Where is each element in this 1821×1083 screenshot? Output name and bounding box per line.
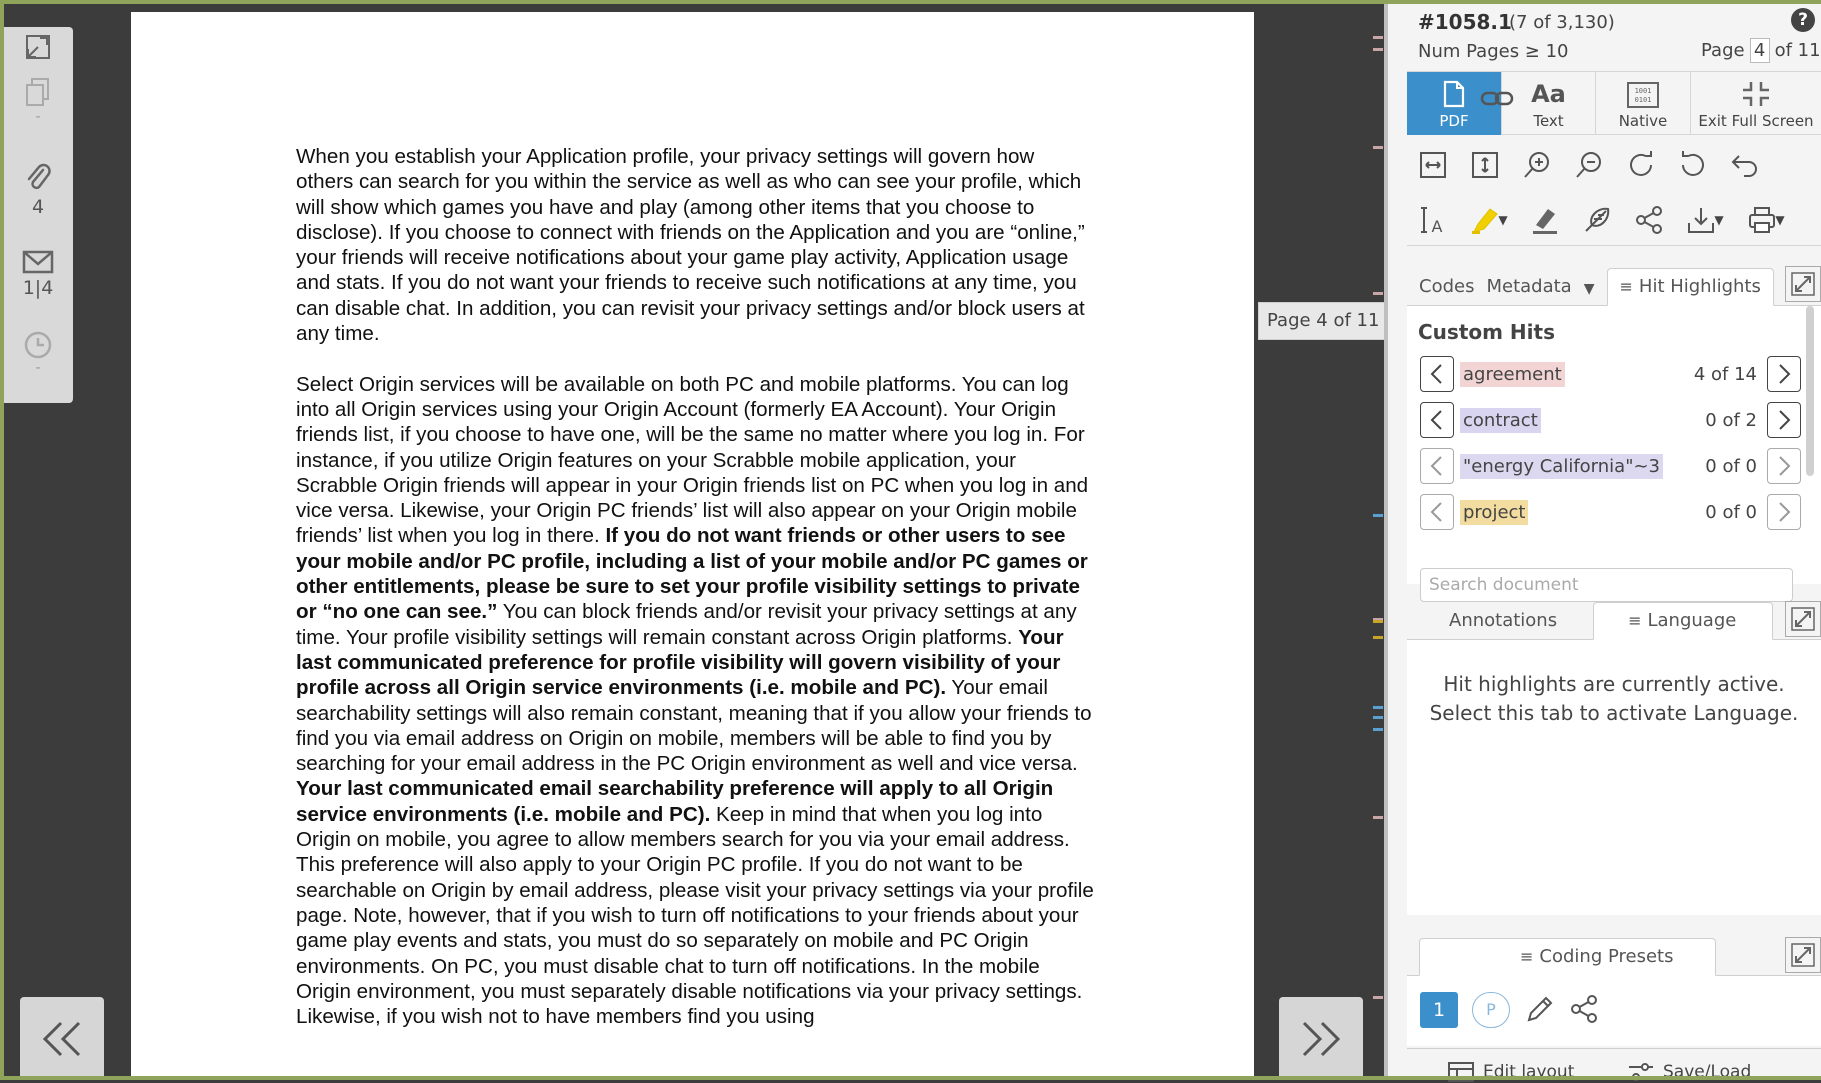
undo-button[interactable] (1719, 143, 1771, 187)
coding-presets-panel (1407, 976, 1821, 1046)
fit-width-icon (1419, 151, 1447, 179)
hit-prev-button[interactable] (1420, 448, 1454, 484)
chevron-right-icon (1776, 409, 1792, 431)
tab-coding-presets-label: Coding Presets (1539, 946, 1674, 967)
sliders-icon (1627, 1061, 1655, 1083)
hit-marker[interactable] (1373, 48, 1383, 51)
print-button[interactable] (1735, 198, 1797, 242)
hamburger-icon: ≡ (1619, 277, 1633, 296)
copies-dash: - (35, 109, 41, 125)
top-tabs (1407, 268, 1821, 306)
exit-full-screen-label: Exit Full Screen (1698, 112, 1814, 130)
hit-row (1420, 494, 1815, 532)
view-mode-bar (1407, 71, 1821, 135)
previous-document-button[interactable] (20, 997, 104, 1080)
middle-tabs (1407, 598, 1821, 640)
binary-file-icon (1627, 82, 1659, 108)
bold-text-segment: Your last communicated preference for profile visibility will govern visibility of your profile across all Origin service environments (i.e. mobile and PC). (296, 625, 1064, 700)
page-control (1701, 38, 1821, 63)
download-icon (1686, 205, 1716, 235)
share-icon (1634, 205, 1664, 235)
text-cursor-icon (1418, 205, 1448, 235)
marker-icon (1530, 205, 1560, 235)
view-text-label: Text (1533, 112, 1564, 130)
paperclip-icon (24, 162, 52, 194)
text-select-button[interactable] (1407, 198, 1459, 242)
panel-footer (1407, 1048, 1821, 1080)
hit-term[interactable]: "energy California"~3 (1460, 454, 1663, 479)
document-header (1388, 0, 1821, 70)
document-page (131, 12, 1254, 1080)
tab-language[interactable] (1593, 602, 1773, 640)
popout-button[interactable] (3, 33, 73, 61)
language-message-line-2: Select this tab to activate Language. (1429, 701, 1799, 725)
svg-text:0101: 0101 (1634, 96, 1652, 104)
share-icon (1569, 994, 1599, 1024)
hit-marker[interactable] (1373, 996, 1383, 999)
exit-full-screen-button[interactable] (1691, 72, 1821, 135)
share-button[interactable] (1623, 198, 1675, 242)
expand-language-button[interactable] (1785, 601, 1821, 637)
undo-icon (1730, 152, 1760, 178)
popout-icon (24, 33, 52, 61)
hit-prev-button[interactable] (1420, 494, 1454, 530)
bold-text-segment: Your last communicated email searchability preference will apply to all Origin service environments (i.e. mobile and PC). (296, 777, 1054, 826)
rotate-counterclockwise-icon (1678, 150, 1708, 180)
hamburger-icon: ≡ (1520, 947, 1534, 966)
download-button[interactable] (1675, 198, 1735, 242)
hit-count: 0 of 0 (1705, 456, 1757, 477)
feather-pen-icon (1582, 205, 1612, 235)
hit-marker[interactable] (1373, 636, 1383, 639)
hit-count: 0 of 0 (1705, 502, 1757, 523)
document-position: (7 of 3,130) (1509, 12, 1615, 33)
custom-hits-title: Custom Hits (1418, 320, 1555, 344)
expand-presets-button[interactable] (1785, 937, 1821, 973)
save-load-button[interactable] (1627, 1061, 1751, 1083)
copies-button[interactable] (3, 77, 73, 125)
emails-button[interactable] (3, 249, 73, 299)
text-segment: Your email searchability settings will also remain constant, meaning that if you allow your friends to find you via email address on Origin on mobile, members will be able to find you by searching for your email address in the PC Origin environment as well and vice versa. (296, 676, 1092, 776)
search-document-input[interactable]: Search document (1420, 568, 1793, 602)
highlighter-button[interactable] (1459, 198, 1519, 242)
hit-marker[interactable] (1373, 620, 1383, 623)
help-icon[interactable]: ? (1791, 8, 1815, 32)
text-segment: When you establish your Application profile, your privacy settings will govern how others can search for you within the service as well as who can see your profile, which will show which games you have and play (among other items that you choose to disclose). If you choose to connect with friends on the Application and you are “online,” your friends will receive notifications about your game play activity, Application usage and stats. If you do not want your friends to receive such notifications at any time, you can disable chat. In addition, you can revisit your privacy settings and/or block users at any time. (296, 145, 1085, 346)
hit-prev-button[interactable] (1420, 402, 1454, 438)
hit-count: 0 of 2 (1705, 410, 1757, 431)
zoom-out-icon (1574, 150, 1604, 180)
chevron-right-icon (1776, 363, 1792, 385)
fit-height-button[interactable] (1459, 143, 1511, 187)
expand-icon (1791, 943, 1815, 967)
annotate-button[interactable] (1571, 198, 1623, 242)
expand-hits-button[interactable] (1785, 266, 1821, 302)
preset-1-button[interactable]: 1 (1420, 992, 1458, 1028)
page-total: of 11 (1774, 40, 1821, 61)
clock-icon (23, 330, 53, 360)
bottom-tabs (1407, 930, 1821, 976)
hit-marker[interactable] (1373, 514, 1383, 517)
printer-icon (1747, 205, 1777, 235)
expand-icon (1791, 272, 1815, 296)
collapse-icon (1741, 80, 1771, 108)
rotate-clockwise-icon (1626, 150, 1656, 180)
page-label: Page (1701, 40, 1745, 61)
text-segment: Select Origin services will be available on both PC and mobile platforms. You can log into all Origin services using your Origin Account (formerly EA Account). Your Origin friends list, if you choose to have one, will be the same no matter where you log in. For instance, if you utilize Origin features on your Scrabble mobile application, your Scrabble Origin friends will appear in your Origin friends list on PC when you log in and vice versa. Likewise, your Origin PC friends’ list will also appear on your Origin mobile friends’ list when you log in there. (296, 372, 1089, 548)
edit-layout-button[interactable] (1447, 1061, 1574, 1083)
page-tooltip: Page 4 of 11 (1258, 302, 1388, 340)
envelope-icon (22, 249, 54, 275)
next-document-button[interactable] (1279, 997, 1363, 1080)
right-panel (1384, 0, 1821, 1080)
pdf-file-icon (1443, 80, 1465, 108)
fit-width-button[interactable] (1407, 143, 1459, 187)
tabs-overflow-caret-icon[interactable]: ▼ (1583, 281, 1595, 297)
save-load-label: Save/Load (1663, 1062, 1752, 1082)
attachments-count: 4 (31, 196, 45, 218)
rotate-clockwise-button[interactable] (1615, 143, 1667, 187)
chevron-left-icon (1429, 501, 1445, 523)
hamburger-icon: ≡ (1628, 611, 1642, 630)
language-message-line-1: Hit highlights are currently active. (1443, 672, 1785, 696)
hit-term[interactable]: project (1460, 500, 1528, 525)
view-pdf-label: PDF (1439, 112, 1469, 130)
tab-hit-highlights-label: Hit Highlights (1638, 276, 1761, 297)
view-native-button[interactable] (1596, 72, 1691, 135)
share-preset-button[interactable] (1569, 994, 1599, 1028)
hit-row (1420, 448, 1815, 486)
hit-next-button[interactable] (1767, 494, 1801, 530)
hit-marker[interactable] (1373, 816, 1383, 819)
hit-marker[interactable] (1373, 728, 1383, 731)
hit-prev-button[interactable] (1420, 356, 1454, 392)
highlighter-icon (1470, 205, 1500, 235)
tab-annotations[interactable]: Annotations (1449, 610, 1558, 631)
zoom-in-button[interactable] (1511, 143, 1563, 187)
pencil-icon (1525, 994, 1555, 1024)
preset-p-button[interactable]: P (1472, 992, 1510, 1028)
tab-hit-highlights[interactable] (1607, 268, 1774, 306)
copies-icon (24, 77, 52, 109)
svg-text:A: A (1431, 216, 1443, 236)
double-chevron-right-icon (1296, 1019, 1346, 1059)
left-tool-strip (3, 27, 73, 403)
num-pages-filter: Num Pages ≥ 10 (1418, 41, 1569, 62)
toolbar-row-2 (1407, 198, 1821, 246)
history-dash: - (35, 360, 41, 376)
hit-count: 4 of 14 (1693, 364, 1757, 385)
download-caret-icon[interactable]: ▼ (1714, 212, 1724, 227)
chevron-right-icon (1776, 501, 1792, 523)
hit-marker-track[interactable] (1372, 0, 1384, 1080)
hit-row (1420, 356, 1815, 394)
hit-marker[interactable] (1373, 292, 1383, 295)
document-paragraph (296, 372, 1096, 1030)
hit-term[interactable]: agreement (1460, 362, 1565, 387)
tab-codes[interactable]: Codes (1419, 276, 1475, 297)
hit-marker[interactable] (1373, 36, 1383, 39)
bold-text-segment: If you do not want friends or other users to see your mobile and/or PC profile, including a list of your mobile and/or PC games or other entitlements, please be sure to set your profile visibility settings to private or “no one can see.” (296, 524, 1088, 624)
hit-marker[interactable] (1373, 716, 1383, 719)
chevron-right-icon (1776, 455, 1792, 477)
print-caret-icon[interactable]: ▼ (1775, 212, 1785, 227)
page-number-input[interactable]: 4 (1750, 38, 1770, 63)
chevron-left-icon (1429, 455, 1445, 477)
history-button[interactable] (3, 330, 73, 376)
double-chevron-left-icon (37, 1019, 87, 1059)
tab-coding-presets[interactable] (1419, 938, 1716, 976)
emails-count: 1|4 (22, 277, 54, 299)
redaction-button[interactable] (1519, 198, 1571, 242)
text-segment: You can block friends and/or revisit your privacy settings at any time. Your profile visibility settings will remain constant across Origin platforms. (296, 600, 1077, 649)
tab-metadata[interactable]: Metadata (1486, 276, 1572, 297)
chevron-left-icon (1429, 409, 1445, 431)
view-text-button[interactable] (1502, 72, 1596, 135)
hits-scrollbar[interactable] (1806, 306, 1814, 476)
hit-next-button[interactable] (1767, 402, 1801, 438)
text-aa-icon: Aa (1531, 80, 1566, 108)
toolbar-row-1 (1407, 142, 1821, 188)
zoom-in-icon (1522, 150, 1552, 180)
hit-next-button[interactable] (1767, 356, 1801, 392)
svg-text:1001: 1001 (1634, 87, 1652, 95)
highlighter-caret-icon[interactable]: ▼ (1498, 212, 1508, 227)
attachments-button[interactable] (3, 162, 73, 218)
chevron-left-icon (1429, 363, 1445, 385)
view-native-label: Native (1618, 112, 1668, 130)
hit-next-button[interactable] (1767, 448, 1801, 484)
text-segment: Keep in mind that when you log into Origin on mobile, you agree to allow members search for you via your email address. This preference will also apply to your Origin PC profile. If you do not want to be searchable on Origin by email address, please visit your privacy settings via your profile page. Note, however, that if you wish to turn off notifications to your friends about your game play events and stats, you must do so separately on mobile and PC Origin environments. On PC, you must disable chat to turn off notifications. In the mobile Origin environment, you must separately disable notifications via your privacy settings. Likewise, if you wish not to have members find you using (296, 802, 1094, 1029)
layout-icon (1447, 1061, 1475, 1083)
document-id: #1058.1 (1418, 10, 1512, 34)
hit-term[interactable]: contract (1460, 408, 1541, 433)
document-paragraph (296, 144, 1096, 346)
zoom-out-button[interactable] (1563, 143, 1615, 187)
expand-icon (1791, 607, 1815, 631)
hit-highlights-panel (1407, 306, 1821, 595)
rotate-counterclockwise-button[interactable] (1667, 143, 1719, 187)
link-icon[interactable] (1480, 88, 1514, 114)
document-text (296, 144, 1096, 1055)
edit-layout-label: Edit layout (1483, 1062, 1575, 1082)
hit-row (1420, 402, 1815, 440)
hit-marker[interactable] (1373, 146, 1383, 149)
edit-preset-button[interactable] (1525, 994, 1555, 1028)
hit-marker[interactable] (1373, 706, 1383, 709)
fit-height-icon (1471, 151, 1499, 179)
tab-language-label: Language (1647, 610, 1737, 631)
